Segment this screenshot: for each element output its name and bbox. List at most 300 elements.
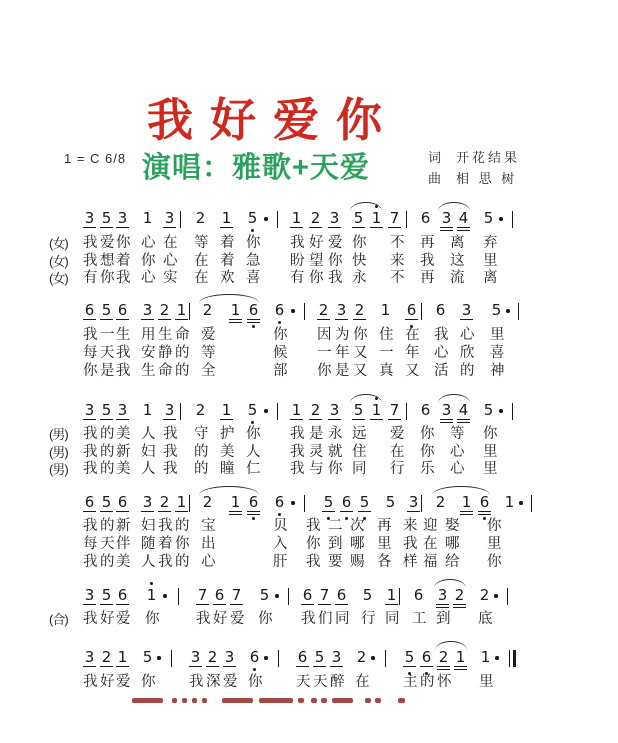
lyric-syllable: 里 [377, 536, 392, 552]
beam-underline [100, 319, 113, 320]
lyric-syllable: 我 [290, 426, 305, 442]
lyric-syllable: 离 [483, 270, 498, 286]
note-digit: 3 [142, 493, 153, 511]
lyric-syllable: 美 [116, 426, 131, 442]
song-title: 我好爱你 [147, 94, 399, 146]
lyric-syllable: 工 [412, 611, 427, 627]
lyric-syllable: 我 [163, 444, 178, 460]
lyric-syllable: 你 [273, 327, 288, 343]
note-digit: 2 [159, 301, 170, 319]
lyric-syllable: 快 [352, 253, 367, 269]
lyric-syllable: 爱 [230, 611, 245, 627]
lyric-syllable: 深 [206, 674, 221, 690]
lyric-syllable: 又 [353, 345, 368, 361]
slur-arc [199, 294, 259, 303]
barline [171, 650, 172, 667]
duration-dot [499, 217, 503, 221]
note-digit: 3 [436, 587, 449, 603]
lyric-syllable: 人 [141, 426, 156, 442]
lyric-syllable: 我 [189, 674, 204, 690]
lyric-syllable: 与 [309, 461, 324, 477]
lyric-syllable: 我 [158, 554, 173, 570]
beam-underline [457, 227, 470, 228]
lyric-syllable: 入 [273, 536, 288, 552]
note-digit: 3 [461, 301, 472, 319]
lyricist-credit [428, 147, 520, 166]
lyric-syllable: 的 [175, 363, 190, 379]
lyric-syllable: 等 [201, 345, 216, 361]
lyric-syllable: 天 [313, 674, 328, 690]
composer-name: 相 思 树 [456, 171, 518, 186]
duration-dot [264, 409, 268, 413]
lyric-syllable: 爱 [201, 327, 216, 343]
lyric-syllable: 天 [296, 674, 311, 690]
lyric-syllable: 你 [116, 235, 131, 251]
beam-underline [388, 227, 401, 228]
beam-underline-2 [453, 607, 466, 608]
beam-underline-2 [247, 514, 260, 515]
note-digit: 5 [101, 301, 112, 319]
note-digit: 6 [214, 586, 225, 604]
lyric-syllable: 给 [445, 554, 460, 570]
note-digit: 1 [370, 210, 383, 226]
lyric-syllable: 你 [353, 327, 368, 343]
lyric-syllable: 为 [335, 327, 350, 343]
beam-underline [436, 604, 449, 605]
slur-arc [432, 486, 490, 495]
lyric-syllable: 是 [309, 426, 324, 442]
lyric-syllable: 的 [194, 444, 209, 460]
barline [189, 303, 190, 320]
red-text-remnant-mark [398, 698, 405, 703]
note-digit: 2 [310, 209, 321, 227]
note-digit: 5 [101, 586, 112, 604]
barline [304, 303, 305, 320]
lyric-syllable: 年 [405, 345, 420, 361]
lyric-syllable: 哪 [350, 536, 365, 552]
lyric-syllable: 要 [328, 554, 343, 570]
note-digit: 3 [117, 209, 128, 227]
beam-underline [100, 666, 113, 667]
slur-arc [199, 486, 259, 495]
lyric-syllable: 命 [158, 363, 173, 379]
red-text-remnant-mark [311, 698, 317, 703]
barline [406, 211, 407, 228]
barline [385, 650, 386, 667]
lyric-syllable: 美 [116, 461, 131, 477]
note-digit: 6 [405, 302, 418, 318]
beam-underline [116, 319, 129, 320]
lyric-syllable: 候 [273, 345, 288, 361]
lyric-syllable: 永 [352, 270, 367, 286]
note-digit: 1 [370, 402, 383, 418]
lyric-syllable: 不 [390, 270, 405, 286]
note-digit: 5 [483, 401, 494, 419]
note-digit: 5 [101, 209, 112, 227]
beam-underline [158, 511, 171, 512]
beam-underline [83, 319, 96, 320]
lyric-syllable: 来 [403, 518, 418, 534]
lyric-syllable: 的 [100, 461, 115, 477]
beam-underline [213, 604, 226, 605]
lyric-syllable: 部 [273, 363, 288, 379]
lyric-part-prefix: (女) [49, 271, 68, 286]
lyric-syllable: 实 [163, 270, 178, 286]
lyric-syllable: 同 [385, 611, 400, 627]
beam-underline [100, 511, 113, 512]
duration-dot [163, 594, 167, 598]
lyric-syllable: 心 [450, 461, 465, 477]
beam-underline [175, 319, 188, 320]
note-digit: 1 [145, 587, 158, 603]
lyric-syllable: 等 [194, 235, 209, 251]
beam-underline [141, 511, 154, 512]
lyric-syllable: 这 [450, 253, 465, 269]
note-digit: 6 [117, 301, 128, 319]
lyric-syllable: 们 [318, 611, 333, 627]
lyric-syllable: 又 [405, 363, 420, 379]
duration-dot [157, 656, 161, 660]
beam-underline [352, 227, 365, 228]
lyric-syllable: 同 [335, 611, 350, 627]
note-digit: 5 [483, 209, 494, 227]
note-digit: 5 [101, 493, 112, 511]
duration-dot [499, 409, 503, 413]
beam-underline [457, 419, 470, 420]
barline [304, 495, 305, 512]
lyric-syllable: 永 [328, 426, 343, 442]
lyric-syllable: 一 [317, 345, 332, 361]
beam-underline [83, 666, 96, 667]
lyric-syllable: 你 [328, 253, 343, 269]
final-barline-thin [509, 650, 510, 667]
lyric-syllable: 我 [83, 327, 98, 343]
note-digit: 3 [329, 209, 340, 227]
lyric-syllable: 护 [220, 426, 235, 442]
lyric-syllable: 再 [377, 518, 392, 534]
lyric-syllable: 爱 [100, 235, 115, 251]
lyric-syllable: 住 [379, 327, 394, 343]
lyric-syllable: 美 [220, 444, 235, 460]
lyric-syllable: 样 [403, 554, 418, 570]
note-digit: 3 [331, 648, 342, 666]
beam-underline [290, 227, 303, 228]
note-digit: 5 [246, 210, 259, 226]
note-digit: 5 [314, 648, 325, 666]
lyric-syllable: 再 [420, 270, 435, 286]
octave-dot-low [483, 517, 486, 520]
duration-dot [495, 656, 499, 660]
lyric-syllable: 静 [158, 345, 173, 361]
lyric-syllable: 爱 [116, 674, 131, 690]
beam-underline [437, 666, 450, 667]
barline [277, 403, 278, 420]
lyric-syllable: 人 [246, 444, 261, 460]
lyric-syllable: 一 [379, 345, 394, 361]
lyric-syllable: 盼 [290, 253, 305, 269]
beam-underline [223, 666, 236, 667]
lyric-syllable: 哪 [445, 536, 460, 552]
octave-dot-low [252, 517, 255, 520]
note-digit: 6 [340, 494, 353, 510]
note-digit: 6 [273, 494, 286, 510]
lyric-syllable: 里 [483, 444, 498, 460]
note-digit: 3 [84, 586, 95, 604]
lyric-syllable: 住 [352, 444, 367, 460]
barline [518, 303, 519, 320]
note-digit: 6 [117, 493, 128, 511]
note-digit: 1 [454, 649, 467, 665]
note-digit: 2 [195, 401, 206, 419]
lyric-syllable: 我 [290, 235, 305, 251]
note-digit: 3 [440, 210, 453, 226]
slur-arc [350, 202, 382, 211]
beam-underline [388, 419, 401, 420]
beam-underline-2 [247, 322, 260, 323]
note-digit: 1 [291, 401, 302, 419]
lyric-syllable: 我 [196, 611, 211, 627]
lyric-syllable: 用 [141, 327, 156, 343]
lyric-syllable: 欣 [460, 345, 475, 361]
composer-credit [428, 168, 517, 187]
lyric-syllable: 天 [100, 536, 115, 552]
octave-dot-low [253, 668, 256, 671]
octave-dot-low [278, 513, 281, 516]
note-digit: 6 [273, 302, 286, 318]
lyric-syllable: 你 [483, 426, 498, 442]
beam-underline [340, 511, 353, 512]
lyric-syllable: 爱 [223, 674, 238, 690]
note-digit: 1 [291, 209, 302, 227]
barline [399, 588, 400, 605]
lyric-syllable: 命 [175, 327, 190, 343]
beam-underline [335, 604, 348, 605]
lyric-syllable: 我 [116, 363, 131, 379]
beam-underline [420, 666, 433, 667]
lyric-syllable: 我 [83, 461, 98, 477]
lyric-syllable: 肝 [273, 554, 288, 570]
note-digit: 5 [259, 586, 270, 604]
lyric-syllable: 乐 [420, 461, 435, 477]
note-digit: 1 [229, 494, 242, 510]
beam-underline [460, 319, 473, 320]
lyric-syllable: 着 [220, 253, 235, 269]
lyric-syllable: 好 [213, 611, 228, 627]
beam-underline [358, 511, 371, 512]
note-digit: 7 [319, 586, 330, 604]
note-digit: 6 [435, 301, 446, 319]
note-digit: 1 [176, 493, 187, 511]
lyric-syllable: 你 [145, 611, 160, 627]
lyric-syllable: 新 [116, 444, 131, 460]
lyric-syllable: 心 [141, 235, 156, 251]
lyric-syllable: 妇 [141, 444, 156, 460]
slur-arc [350, 394, 382, 403]
lyric-syllable: 同 [352, 461, 367, 477]
lyric-syllable: 底 [478, 611, 493, 627]
lyric-syllable: 着 [158, 536, 173, 552]
beam-underline [403, 666, 416, 667]
note-digit: 7 [231, 586, 242, 604]
lyric-part-prefix: (男) [49, 462, 68, 477]
lyric-syllable: 里 [487, 536, 502, 552]
lyric-syllable: 次 [350, 518, 365, 534]
lyric-syllable: 等 [450, 426, 465, 442]
beam-underline [370, 227, 383, 228]
beam-underline-2 [478, 514, 491, 515]
barline [507, 588, 508, 605]
lyric-part-prefix: (合) [49, 612, 68, 627]
lyric-syllable: 你 [83, 363, 98, 379]
barline [180, 211, 181, 228]
beam-underline [352, 419, 365, 420]
lyric-syllable: 我 [83, 444, 98, 460]
lyricist-label: 词 [428, 150, 443, 165]
lyric-syllable: 妇 [141, 518, 156, 534]
key-signature: 1 = C 6/8 [64, 151, 127, 166]
beam-underline-2 [454, 669, 467, 670]
beam-underline-2 [440, 422, 453, 423]
duration-dot [291, 501, 295, 505]
lyric-syllable: 出 [201, 536, 216, 552]
lyric-syllable: 美 [116, 554, 131, 570]
lyric-syllable: 我 [83, 235, 98, 251]
lyric-syllable: 我 [328, 270, 343, 286]
note-digit: 3 [164, 401, 175, 419]
barline [512, 403, 513, 420]
lyric-syllable: 心 [450, 444, 465, 460]
lyric-syllable: 你 [258, 611, 273, 627]
note-digit: 2 [202, 301, 213, 319]
lyric-syllable: 的 [420, 674, 435, 690]
beam-underline [407, 511, 420, 512]
lyric-syllable: 好 [100, 611, 115, 627]
note-digit: 3 [336, 301, 347, 319]
beam-underline [100, 419, 113, 420]
note-digit: 6 [84, 493, 95, 511]
beam-underline [83, 227, 96, 228]
lyric-syllable: 每 [83, 536, 98, 552]
lyric-syllable: 瞳 [220, 461, 235, 477]
note-digit: 5 [403, 649, 416, 665]
lyric-syllable: 赐 [350, 554, 365, 570]
beam-underline-2 [440, 230, 453, 231]
beam-underline [100, 227, 113, 228]
lyric-syllable: 因 [317, 327, 332, 343]
beam-underline [313, 666, 326, 667]
lyric-syllable: 爱 [116, 611, 131, 627]
octave-dot-low [252, 325, 255, 328]
red-text-remnant-mark [332, 698, 353, 703]
lyric-syllable: 在 [194, 253, 209, 269]
red-text-remnant-mark [222, 698, 253, 703]
note-digit: 2 [195, 209, 206, 227]
barline [512, 211, 513, 228]
lyric-syllable: 心 [141, 270, 156, 286]
red-text-remnant-mark [375, 698, 381, 703]
note-digit: 2 [437, 649, 450, 665]
beam-underline [328, 419, 341, 420]
lyric-syllable: 的 [175, 345, 190, 361]
note-digit: 5 [101, 401, 112, 419]
lyric-syllable: 喜 [490, 345, 505, 361]
lyric-syllable: 灵 [309, 444, 324, 460]
beam-underline [196, 604, 209, 605]
beam-underline [454, 666, 467, 667]
lyric-syllable: 我 [306, 518, 321, 534]
note-digit: 5 [353, 209, 364, 227]
note-digit: 6 [117, 586, 128, 604]
note-digit: 3 [164, 209, 175, 227]
lyric-syllable: 的 [100, 554, 115, 570]
lyric-syllable: 你 [328, 461, 343, 477]
lyric-syllable: 伴 [116, 536, 131, 552]
lyric-syllable: 我 [163, 461, 178, 477]
lyric-syllable: 你 [175, 536, 190, 552]
note-digit: 6 [248, 649, 261, 665]
lyric-syllable: 的 [460, 363, 475, 379]
lyric-syllable: 再 [420, 235, 435, 251]
lyric-syllable: 在 [194, 270, 209, 286]
beam-underline [220, 419, 233, 420]
note-digit: 5 [358, 494, 371, 510]
note-digit: 5 [142, 648, 153, 666]
beam-underline [405, 319, 418, 320]
lyric-syllable: 就 [328, 444, 343, 460]
red-text-remnant-mark [259, 698, 293, 703]
lyric-syllable: 你 [317, 363, 332, 379]
slur-arc [435, 641, 467, 650]
lyric-syllable: 在 [405, 327, 420, 343]
lyric-syllable: 你 [141, 253, 156, 269]
note-digit: 6 [420, 649, 433, 665]
beam-underline [247, 319, 260, 320]
lyric-syllable: 在 [355, 674, 370, 690]
note-digit: 1 [221, 401, 232, 419]
lyric-syllable: 不 [390, 235, 405, 251]
beam-underline-2 [457, 230, 470, 231]
beam-underline [353, 319, 366, 320]
note-digit: 2 [159, 493, 170, 511]
lyric-syllable: 的 [100, 444, 115, 460]
barline [189, 495, 190, 512]
red-text-remnant-mark [172, 698, 177, 703]
beam-underline [100, 604, 113, 605]
lyric-syllable: 年 [335, 345, 350, 361]
lyric-syllable: 福 [423, 554, 438, 570]
lyric-syllable: 宝 [201, 518, 216, 534]
lyric-syllable: 真 [379, 363, 394, 379]
lyric-syllable: 新 [116, 518, 131, 534]
lyric-syllable: 你 [309, 270, 324, 286]
lyric-syllable: 在 [390, 444, 405, 460]
lyric-syllable: 我 [83, 554, 98, 570]
beam-underline [385, 604, 398, 605]
note-digit: 1 [386, 586, 397, 604]
lyric-syllable: 远 [352, 426, 367, 442]
slur-arc [438, 394, 470, 403]
lyric-syllable: 心 [163, 253, 178, 269]
beam-underline [296, 666, 309, 667]
beam-underline [478, 511, 491, 512]
note-digit: 6 [413, 586, 424, 604]
note-digit: 1 [460, 494, 473, 510]
red-text-remnant-mark [132, 698, 163, 703]
note-digit: 4 [457, 402, 470, 418]
lyric-syllable: 爱 [328, 235, 343, 251]
red-text-remnant-mark [182, 698, 187, 703]
lyric-syllable: 心 [201, 554, 216, 570]
